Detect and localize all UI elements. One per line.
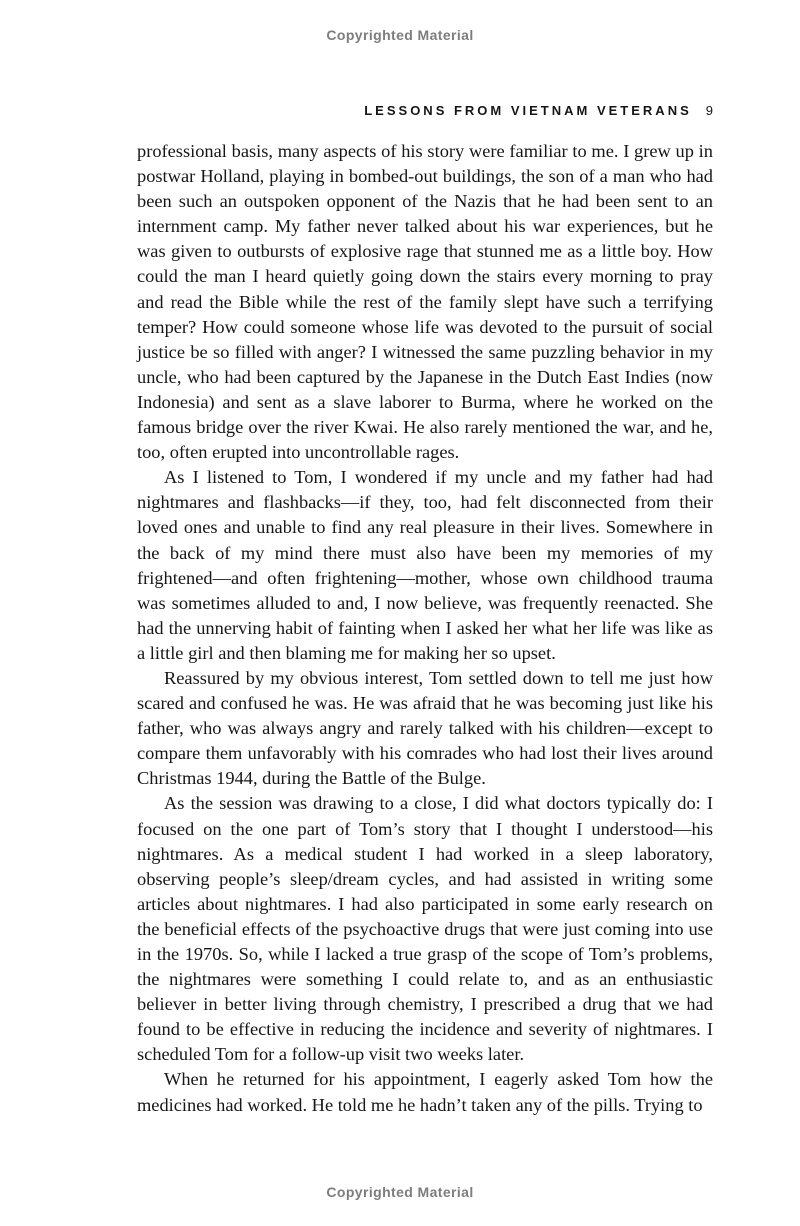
paragraph: As I listened to Tom, I wondered if my uncle and my father had had nightmares and flashbacks—if they, too, had felt disconnected from their loved ones and unable to find any real pleasure in their lives. Somewhere in the back of my mind there must also have been my memories of my frightened—and often frightening—mother, whose own childhood trauma was sometimes alluded to and, I now believe, was frequently reenacted. She had the unnerving habit of fainting when I asked her what her life was like as a little girl and then blaming me for making her so upset. [137, 467, 713, 663]
running-head [137, 103, 713, 118]
body-text [137, 139, 713, 1118]
copyright-watermark-bottom: Copyrighted Material [326, 1184, 474, 1200]
paragraph: professional basis, many aspects of his story were familiar to me. I grew up in postwar Holland, playing in bombed-out buildings, the son of a man who had been such an outspoken opponent of the Nazis that he had been sent to an internment camp. My father never talked about his war experiences, but he was given to outbursts of explosive rage that stunned me as a little boy. How could the man I heard quietly going down the stairs every morning to pray and read the Bible while the rest of the family slept have such a terrifying temper? How could someone whose life was devoted to the pursuit of social justice be so filled with anger? I witnessed the same puzzling behavior in my uncle, who had been captured by the Japanese in the Dutch East Indies (now Indonesia) and sent as a slave laborer to Burma, where he worked on the famous bridge over the river Kwai. He also rarely mentioned the war, and he, too, often erupted into uncontrollable rages. [137, 141, 713, 463]
paragraph: Reassured by my obvious interest, Tom settled down to tell me just how scared and confused he was. He was afraid that he was becoming just like his father, who was always angry and rarely talked with his children—except to compare them unfavorably with his comrades who had lost their lives around Christmas 1944, during the Battle of the Bulge. [137, 667, 713, 789]
copyright-watermark-top: Copyrighted Material [326, 27, 474, 43]
paragraph: When he returned for his appointment, I eagerly asked Tom how the medicines had worked. He told me he hadn’t taken any of the pills. Trying to [137, 1069, 713, 1115]
paragraph: As the session was drawing to a close, I did what doctors typically do: I focused on the one part of Tom’s story that I thought I understood—his nightmares. As a medical student I had worked in a sleep laboratory, observing people’s sleep/dream cycles, and had assisted in writing some articles about nightmares. I had also participated in some early research on the beneficial effects of the psychoactive drugs that were just coming into use in the 1970s. So, while I lacked a true grasp of the scope of Tom’s problems, the nightmares were something I could relate to, and as an enthusiastic believer in better living through chemistry, I prescribed a drug that we had found to be effective in reducing the incidence and severity of nightmares. I scheduled Tom for a follow-up visit two weeks later. [137, 793, 713, 1065]
page-number: 9 [705, 103, 713, 118]
chapter-title: LESSONS FROM VIETNAM VETERANS [364, 103, 692, 118]
